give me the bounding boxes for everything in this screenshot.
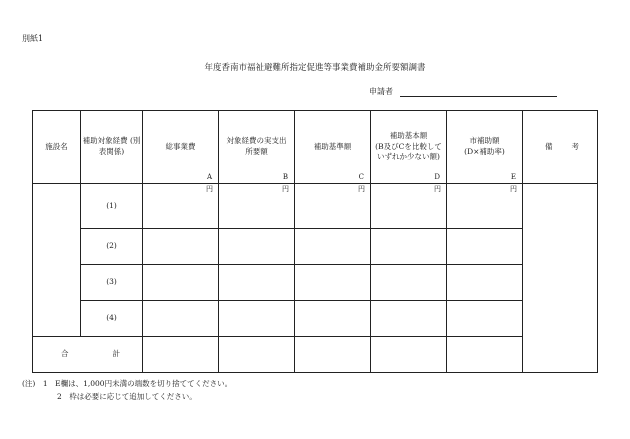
attachment-label: 別紙1 bbox=[22, 34, 44, 43]
total-cost-cell[interactable] bbox=[143, 229, 219, 265]
header-subsidy-expense: 補助対象経費 (別表関係) bbox=[81, 111, 143, 184]
note-1: (注) 1 E欄は、1,000円未満の端数を切り捨ててください。 bbox=[22, 379, 233, 388]
total-label: 合 計 bbox=[33, 337, 143, 373]
actual-expense-cell[interactable] bbox=[219, 301, 295, 337]
table-row bbox=[33, 301, 598, 337]
row-label: (3) bbox=[81, 265, 143, 301]
city-subsidy-cell[interactable] bbox=[447, 229, 523, 265]
basic-amount-cell[interactable] bbox=[371, 229, 447, 265]
standard-amount-sum-cell[interactable] bbox=[295, 337, 371, 373]
facility-name-cell[interactable] bbox=[33, 184, 81, 337]
total-cost-cell[interactable]: 円 bbox=[143, 184, 219, 229]
basic-amount-cell[interactable] bbox=[371, 265, 447, 301]
header-facility: 施設名 bbox=[33, 111, 81, 184]
header-city-subsidy: 市補助額 (D×補助率) E bbox=[447, 111, 523, 184]
header-standard-amount: 補助基準額 C bbox=[295, 111, 371, 184]
total-cost-cell[interactable] bbox=[143, 301, 219, 337]
basic-amount-sum-cell[interactable] bbox=[371, 337, 447, 373]
applicant-label: 申請者 bbox=[369, 87, 393, 96]
city-subsidy-cell[interactable] bbox=[447, 301, 523, 337]
city-subsidy-cell[interactable]: 円 bbox=[447, 184, 523, 229]
actual-expense-sum-cell[interactable] bbox=[219, 337, 295, 373]
basic-amount-cell[interactable] bbox=[371, 301, 447, 337]
table-row bbox=[33, 184, 598, 229]
actual-expense-cell[interactable] bbox=[219, 265, 295, 301]
remarks-cell[interactable] bbox=[523, 184, 598, 373]
header-remarks: 備 考 bbox=[523, 111, 598, 184]
row-label: (2) bbox=[81, 229, 143, 265]
row-label: (4) bbox=[81, 301, 143, 337]
header-actual-expense: 対象経費の実支出 所要額 B bbox=[219, 111, 295, 184]
budget-table bbox=[32, 110, 598, 373]
header-total-cost: 総事業費 A bbox=[143, 111, 219, 184]
standard-amount-cell[interactable]: 円 bbox=[295, 184, 371, 229]
standard-amount-cell[interactable] bbox=[295, 265, 371, 301]
table-row bbox=[33, 265, 598, 301]
standard-amount-cell[interactable] bbox=[295, 301, 371, 337]
total-row bbox=[33, 337, 598, 373]
note-2: 2 枠は必要に応じて追加してください。 bbox=[57, 392, 197, 401]
city-subsidy-sum-cell[interactable] bbox=[447, 337, 523, 373]
city-subsidy-cell[interactable] bbox=[447, 265, 523, 301]
actual-expense-cell[interactable] bbox=[219, 229, 295, 265]
actual-expense-cell[interactable]: 円 bbox=[219, 184, 295, 229]
header-row bbox=[33, 111, 598, 184]
total-cost-sum-cell[interactable] bbox=[143, 337, 219, 373]
basic-amount-cell[interactable]: 円 bbox=[371, 184, 447, 229]
standard-amount-cell[interactable] bbox=[295, 229, 371, 265]
document-title: 年度香南市福祉避難所指定促進等事業費補助金所要額調書 bbox=[204, 63, 426, 73]
header-basic-amount: 補助基本額 (B及びCを比較して いずれか少ない額) D bbox=[371, 111, 447, 184]
total-cost-cell[interactable] bbox=[143, 265, 219, 301]
table-row bbox=[33, 229, 598, 265]
row-label: (1) bbox=[81, 184, 143, 229]
applicant-signature-line[interactable] bbox=[400, 96, 557, 97]
